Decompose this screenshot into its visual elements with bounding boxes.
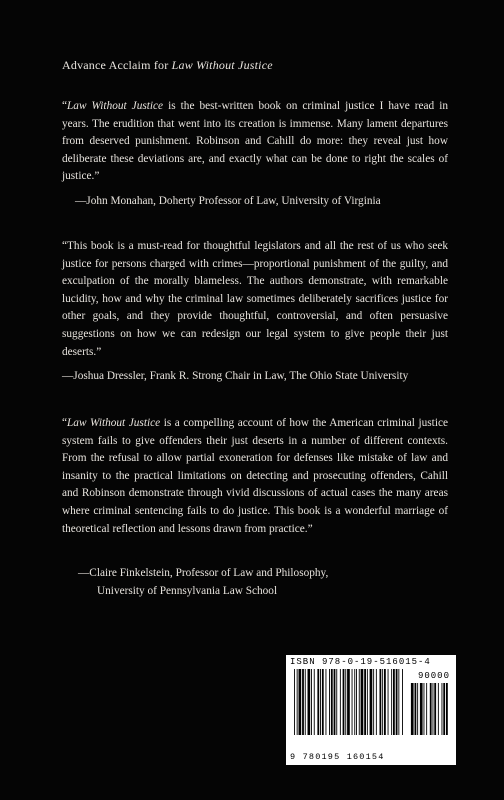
barcode-bar	[364, 669, 366, 735]
barcode-bar	[402, 669, 403, 735]
isbn-label: ISBN 978-0-19-516015-4	[290, 657, 431, 667]
barcode-bar	[388, 669, 389, 735]
barcode-bar	[294, 669, 295, 735]
price-addon-bar	[430, 683, 432, 735]
attribution-finkelstein-line2: University of Pennsylvania Law School	[97, 585, 278, 597]
barcode-bar	[317, 669, 319, 735]
barcode-bar	[305, 669, 306, 735]
quote-dressler	[62, 238, 448, 361]
barcode-bar	[359, 669, 360, 735]
attribution-monahan: —John Monahan, Doherty Professor of Law, University of Virginia	[75, 195, 381, 207]
quote-text: is a compelling account of how the American criminal justice system fails to give offenders their just deserts in a number of different contexts. From the refusal to allow partial exoneration for defenses like mistake of law and insanity to the practical limitations on detecting and prosecuting offenders, Cahill and Robinson demonstrate through vivid discussions of actual cases the many areas where criminal sentencing fails to do justice. This book is a wonderful marriage of theoretical reflection and lessons drawn from practice.”	[62, 417, 448, 535]
quote-book-title: Law Without Justice	[67, 100, 164, 112]
barcode-bar	[297, 669, 298, 735]
price-addon-bar	[446, 683, 448, 735]
quote-monahan: “Law Without Justice is the best-written book on criminal justice I have read in years. The erudition that went into its creation is immense. Many lament departures from deserved punishment. Robinson and Cahill do more: they reveal just how deliberate these deviations are, and exactly what can be done to right the scales of justice.”	[62, 100, 448, 183]
barcode-bar	[340, 669, 341, 735]
price-addon-bar	[442, 683, 443, 735]
barcode-bar	[391, 669, 392, 735]
barcode-bar	[376, 669, 377, 735]
attribution-dressler: —Joshua Dressler, Frank R. Strong Chair in Law, The Ohio State University	[62, 370, 409, 382]
price-addon-bar	[420, 683, 423, 735]
barcode-bar	[326, 669, 327, 735]
barcode-bar	[329, 669, 330, 735]
price-addon-bar	[438, 683, 439, 735]
price-addon-bar	[415, 683, 417, 735]
barcode-bar	[398, 669, 399, 735]
barcode-bar	[320, 669, 321, 735]
quote-finkelstein: “Law Without Justice is a compelling account of how the American criminal justice system fails to give offenders their just deserts in a number of different contexts. From the refusal to allow partial exoneration for defenses like mistake of law and insanity to the practical limitations on detecting and prosecuting offenders, Cahill and Robinson demonstrate through vivid discussions of actual cases the many areas where criminal sentencing fails to do justice. This book is a wonderful marriage of theoretical reflection and lessons drawn from practice.”	[62, 417, 448, 535]
price-addon-bar	[433, 683, 434, 735]
price-addon-bar	[426, 683, 427, 735]
barcode-block	[286, 655, 456, 765]
price-code: 90000	[417, 671, 450, 681]
barcode-bar	[354, 669, 355, 735]
barcode-bar	[334, 669, 336, 735]
barcode-bar	[299, 669, 302, 735]
quote-text: “This book is a must-read for thoughtful legislators and all the rest of us who seek justice for persons charged with crimes—proportional punishment of the guilty, and exculpation of the morally blameless. The authors demonstrate, with remarkable lucidity, how and why the criminal law sometimes deliberately sacrifices justice for other goals, and they provide thoughtful, controversial, and often persuasive suggestions on how we can redesign our legal system to give people their just deserts.”	[62, 240, 448, 358]
barcode-bar	[380, 669, 382, 735]
attribution-finkelstein-line1: —Claire Finkelstein, Professor of Law and Philosophy,	[78, 567, 329, 579]
heading-book-title: Law Without Justice	[171, 58, 273, 72]
barcode-bar	[347, 669, 350, 735]
barcode-bar	[382, 669, 383, 735]
barcode-bar	[356, 669, 357, 735]
barcode-bar	[311, 669, 312, 735]
barcode-bar	[331, 669, 333, 735]
barcode-bar	[322, 669, 324, 735]
barcode-bar	[308, 669, 311, 735]
price-addon-bar	[424, 683, 425, 735]
barcode-bar	[302, 669, 304, 735]
quote-text: is the best-written book on criminal justice I have read in years. The erudition that went into its creation is immense. Many lament departures from deserved punishment. Robinson and Cahill do more: they reveal just how deliberate these deviations are, and exactly what can be done to right the scales of justice.”	[62, 100, 448, 183]
barcode-bar	[393, 669, 395, 735]
barcode-bar	[384, 669, 386, 735]
barcode-bar	[367, 669, 368, 735]
barcode-bar	[370, 669, 373, 735]
quote-book-title: Law Without Justice	[67, 417, 161, 429]
advance-acclaim-heading	[62, 58, 273, 73]
barcode-bar	[396, 669, 398, 735]
price-addon-bar	[417, 683, 418, 735]
barcode-bar	[352, 669, 353, 735]
barcode-bar	[343, 669, 345, 735]
barcode-bar	[361, 669, 364, 735]
heading-prefix: Advance Acclaim for	[62, 58, 172, 72]
price-addon-bar	[434, 683, 436, 735]
price-addon-bar	[443, 683, 445, 735]
price-addon-bar	[411, 683, 414, 735]
barcode-bar	[336, 669, 337, 735]
barcode-bar	[314, 669, 315, 735]
barcode-bar	[345, 669, 346, 735]
barcode-bar	[373, 669, 374, 735]
barcode-number: 9 780195 160154	[290, 752, 385, 762]
